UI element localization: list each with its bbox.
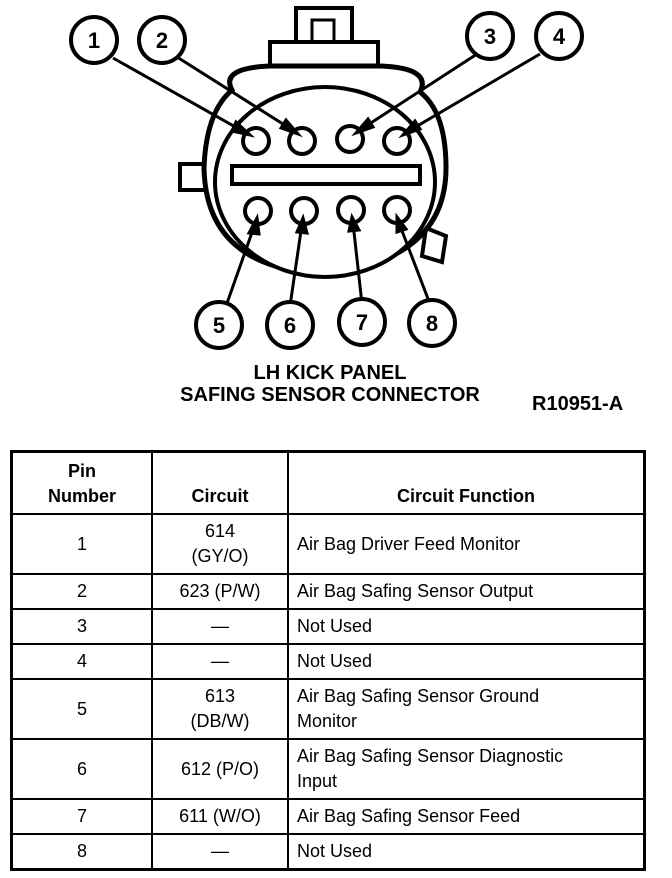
pin-number-cell: 2 bbox=[12, 574, 153, 609]
pin-callout-8 bbox=[409, 300, 455, 346]
pin-callout-5 bbox=[196, 302, 242, 348]
pin-number-cell: 5 bbox=[12, 679, 153, 739]
pin-label-5: 5 bbox=[212, 313, 226, 338]
pin-label-6: 6 bbox=[283, 313, 297, 338]
pin-label-8: 8 bbox=[425, 311, 439, 336]
circuit-function-cell: Air Bag Safing Sensor Diagnostic Input bbox=[288, 739, 645, 799]
circuit-function-cell: Air Bag Safing Sensor Ground Monitor bbox=[288, 679, 645, 739]
pin-number-cell: 6 bbox=[12, 739, 153, 799]
circuit-function-cell: Not Used bbox=[288, 834, 645, 870]
table-row bbox=[12, 514, 645, 574]
circuit-cell: — bbox=[152, 644, 288, 679]
header-circuit-function: Circuit Function bbox=[288, 452, 645, 515]
header-pin-number: Pin Number bbox=[12, 452, 153, 515]
diagram-caption bbox=[150, 362, 510, 406]
caption-line-1: LH KICK PANEL bbox=[253, 362, 407, 384]
circuit-cell: 611 (W/O) bbox=[152, 799, 288, 834]
pin-circuit-table bbox=[10, 450, 646, 871]
pin-callout-6 bbox=[267, 302, 313, 348]
pin-callout-2 bbox=[139, 17, 185, 63]
pin-label-2: 2 bbox=[155, 28, 169, 53]
table-row bbox=[12, 609, 645, 644]
pin-callout-3 bbox=[467, 13, 513, 59]
connector-latch bbox=[270, 8, 378, 72]
table-row bbox=[12, 834, 645, 870]
circuit-function-cell: Not Used bbox=[288, 644, 645, 679]
caption-line-2: SAFING SENSOR CONNECTOR bbox=[180, 384, 480, 406]
pin-number-cell: 3 bbox=[12, 609, 153, 644]
pin-callout-4 bbox=[536, 13, 582, 59]
table-row bbox=[12, 574, 645, 609]
pin-callout-1 bbox=[71, 17, 117, 63]
circuit-cell: 613 (DB/W) bbox=[152, 679, 288, 739]
circuit-function-cell: Air Bag Safing Sensor Feed bbox=[288, 799, 645, 834]
pin-number-cell: 8 bbox=[12, 834, 153, 870]
pin-callout-7 bbox=[339, 299, 385, 345]
leader-line-4 bbox=[407, 54, 540, 132]
table-row bbox=[12, 799, 645, 834]
circuit-cell: 623 (P/W) bbox=[152, 574, 288, 609]
pin-label-7: 7 bbox=[355, 310, 369, 335]
circuit-cell: 612 (P/O) bbox=[152, 739, 288, 799]
table-row bbox=[12, 739, 645, 799]
circuit-cell: — bbox=[152, 609, 288, 644]
pin-label-4: 4 bbox=[552, 24, 566, 49]
pin-number-cell: 4 bbox=[12, 644, 153, 679]
table-row bbox=[12, 644, 645, 679]
pin-number-cell: 7 bbox=[12, 799, 153, 834]
table-header-row bbox=[12, 452, 645, 515]
circuit-function-cell: Not Used bbox=[288, 609, 645, 644]
table-row bbox=[12, 679, 645, 739]
pin-label-1: 1 bbox=[87, 28, 101, 53]
circuit-cell: — bbox=[152, 834, 288, 870]
circuit-function-cell: Air Bag Safing Sensor Output bbox=[288, 574, 645, 609]
circuit-cell: 614 (GY/O) bbox=[152, 514, 288, 574]
table-body bbox=[12, 514, 645, 870]
reference-code: R10951-A bbox=[532, 393, 624, 415]
pin-label-3: 3 bbox=[483, 24, 497, 49]
header-circuit: Circuit bbox=[152, 452, 288, 515]
pin-number-cell: 1 bbox=[12, 514, 153, 574]
circuit-function-cell: Air Bag Driver Feed Monitor bbox=[288, 514, 645, 574]
